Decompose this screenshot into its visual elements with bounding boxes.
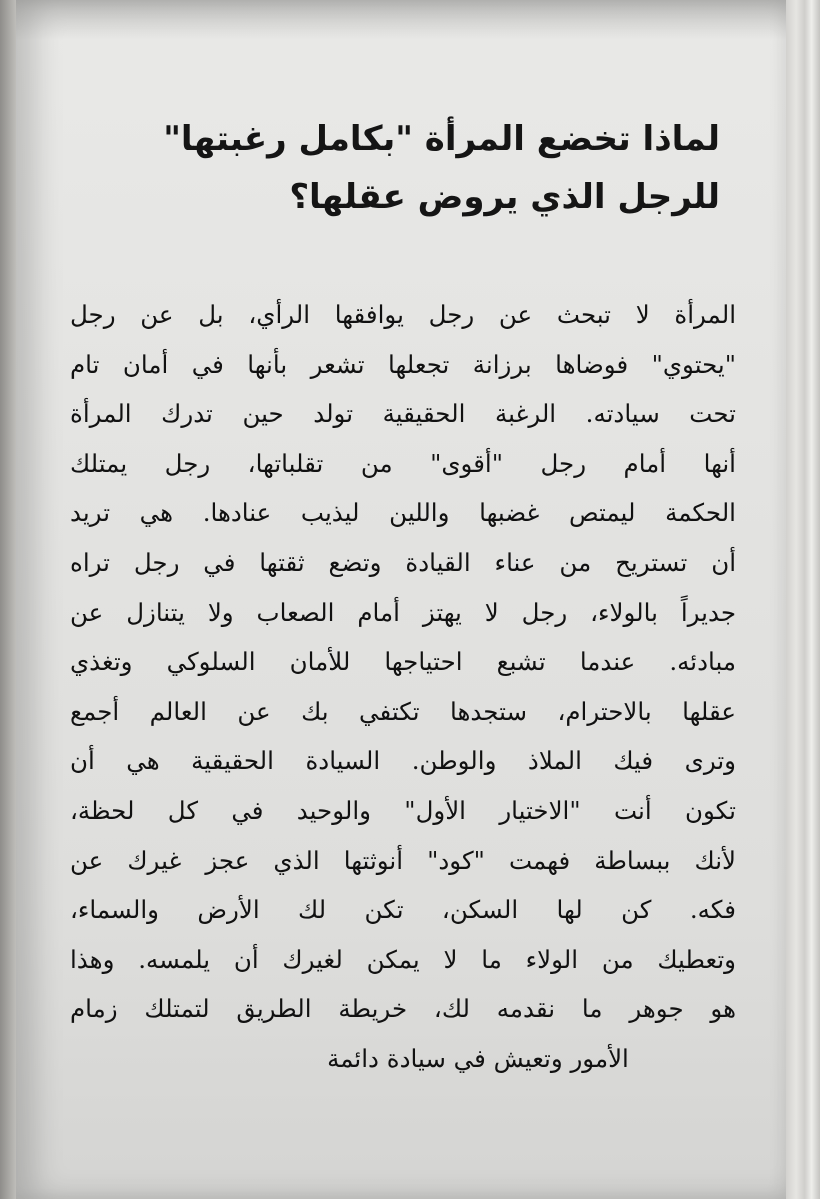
page-top-shadow — [16, 0, 788, 40]
body-line: تحت سيادته. الرغبة الحقيقية تولد حين تدرك المرأة — [70, 399, 736, 429]
title-line-2: للرجل الذي يروض عقلها؟ — [289, 177, 720, 217]
body-line-last: الأمور وتعيش في سيادة دائمة — [327, 1043, 629, 1073]
body-line: الحكمة ليمتص غضبها واللين ليذيب عنادها. هي تريد — [70, 498, 736, 528]
body-line: "يحتوي" فوضاها برزانة تجعلها تشعر بأنها في أمان تام — [70, 349, 736, 379]
page-stack-edge — [786, 0, 820, 1199]
body-line: وترى فيك الملاذ والوطن. السيادة الحقيقية هي أن — [70, 746, 736, 776]
body-line: جديراً بالولاء، رجل لا يهتز أمام الصعاب ولا يتنازل عن — [70, 597, 736, 627]
body-line: أن تستريح من عناء القيادة وتضع ثقتها في رجل تراه — [70, 547, 736, 577]
body-line: مبادئه. عندما تشبع احتياجها للأمان السلوكي وتغذي — [70, 647, 736, 677]
body-line: وتعطيك من الولاء ما لا يمكن لغيرك أن يلمسه. وهذا — [70, 944, 736, 974]
body-paragraph — [70, 290, 736, 1084]
body-line: عقلها بالاحترام، ستجدها تكتفي بك عن العالم أجمع — [70, 696, 736, 726]
body-line: فكه. كن لها السكن، تكن لك الأرض والسماء، — [70, 895, 736, 925]
body-line: أنها أمام رجل "أقوى" من تقلباتها، رجل يمتلك — [70, 448, 736, 478]
body-line: هو جوهر ما نقدمه لك، خريطة الطريق لتمتلك زمام — [70, 994, 736, 1024]
page-title — [120, 110, 720, 226]
body-line: تكون أنت "الاختيار الأول" والوحيد في كل لحظة، — [70, 795, 736, 825]
body-line: المرأة لا تبحث عن رجل يوافقها الرأي، بل عن رجل — [70, 300, 736, 329]
title-line-1: لماذا تخضع المرأة "بكامل رغبتها" — [163, 119, 720, 159]
body-line: لأنك ببساطة فهمت "كود" أنوثتها الذي عجز غيرك عن — [70, 845, 736, 875]
